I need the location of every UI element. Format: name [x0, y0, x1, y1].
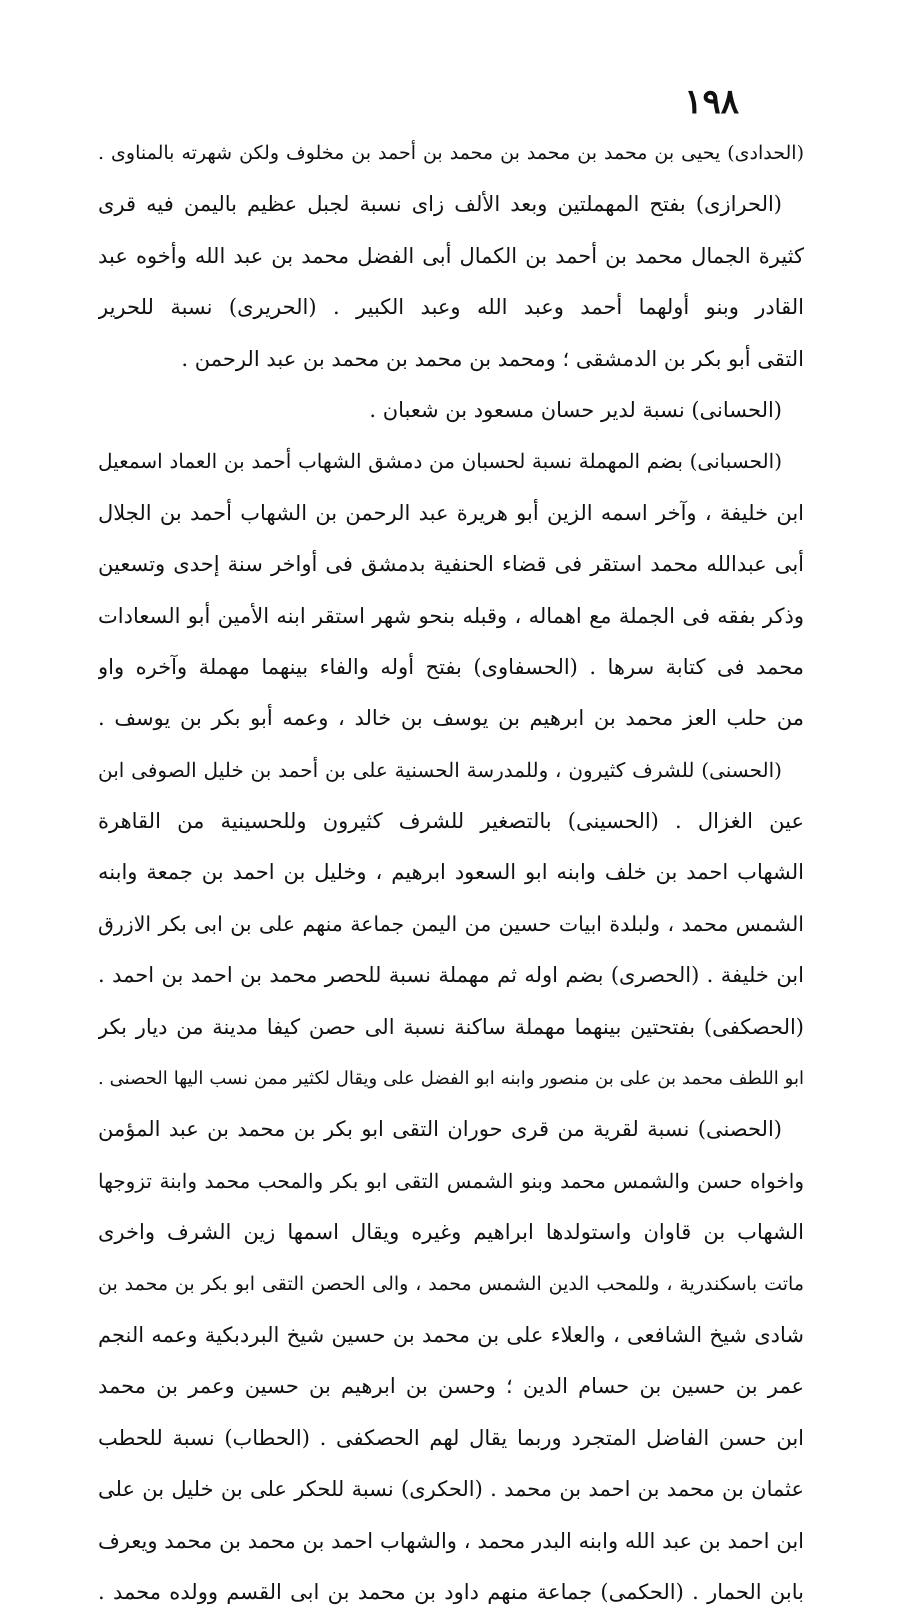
text-line: عمر بن حسين بن حسام الدين ؛ وحسن بن ابرهيم بن حسين وعمر بن محمد	[98, 1374, 804, 1399]
text-line: القادر وبنو أولهما أحمد وعبد الله وعبد الكبير . (الحريرى) نسبة للحرير	[98, 295, 804, 320]
text-line: كثيرة الجمال محمد بن أحمد بن الكمال أبى الفضل محمد بن عبد الله وأخوه عبد	[98, 243, 804, 268]
text-line: ابن خليفة . (الحصرى) بضم اوله ثم مهملة نسبة للحصر محمد بن احمد بن احمد .	[98, 963, 804, 988]
text-line: عثمان بن محمد بن احمد بن محمد . (الحكرى) نسبة للحكر على بن خليل بن على	[98, 1477, 804, 1502]
text-line: واخواه حسن والشمس محمد وبنو الشمس التقى ابو بكر والمحب محمد وابنة تزوجها	[98, 1168, 804, 1193]
text-line: الشهاب احمد بن خلف وابنه ابو السعود ابرهيم ، وخليل بن احمد بن جمعة وابنه	[98, 860, 804, 885]
text-line: (الحصكفى) بفتحتين بينهما مهملة ساكنة نسبة الى حصن كيفا مدينة من ديار بكر	[98, 1014, 804, 1039]
page-number: ١٩٨	[684, 82, 739, 122]
text-line: (الحدادى) يحيى بن محمد بن محمد بن محمد بن أحمد بن مخلوف ولكن شهرته بالمناوى .	[98, 142, 804, 164]
text-line: (الحسبانى) بضم المهملة نسبة لحسبان من دمشق الشهاب أحمد بن العماد اسمعيل	[98, 449, 782, 474]
text-line: ابن خليفة ، وآخر اسمه الزين أبو هريرة عبد الرحمن بن الشهاب أحمد بن الجلال	[98, 500, 804, 525]
text-line: (الحصنى) نسبة لقرية من قرى حوران التقى ابو بكر بن محمد بن عبد المؤمن	[98, 1117, 782, 1142]
text-line: محمد فى كتابة سرها . (الحسفاوى) بفتح أوله والفاء بينهما مهملة وآخره واو	[98, 654, 804, 679]
text-line: ابن حسن الفاضل المتجرد وربما يقال لهم الحصكفى . (الحطاب) نسبة للحطب	[98, 1425, 804, 1450]
text-line: ماتت باسكندرية ، وللمحب الدين الشمس محمد ، والى الحصن التقى ابو بكر بن محمد بن	[98, 1272, 804, 1295]
body-text	[98, 128, 804, 1618]
text-line: أبى عبدالله محمد استقر فى قضاء الحنفية بدمشق فى أواخر سنة إحدى وتسعين	[98, 552, 804, 577]
text-line: ابو اللطف محمد بن على بن منصور وابنه ابو الفضل على ويقال لكثير ممن نسب اليها الحصنى .	[98, 1068, 804, 1090]
text-line: (الحرازى) بفتح المهملتين وبعد الألف زاى نسبة لجبل عظيم باليمن فيه قرى	[98, 192, 782, 217]
text-line: ابن احمد بن عبد الله وابنه البدر محمد ، والشهاب احمد بن محمد بن محمد ويعرف	[98, 1528, 804, 1553]
text-line: التقى أبو بكر بن الدمشقى ؛ ومحمد بن محمد بن محمد بن عبد الرحمن .	[181, 346, 804, 371]
text-line: وذكر بفقه فى الجملة مع اهماله ، وقبله بنحو شهر استقر ابنه الأمين أبو السعادات	[98, 603, 804, 628]
text-line: الشهاب بن قاوان واستولدها ابراهيم وغيره ويقال اسمها زين الشرف واخرى	[98, 1220, 804, 1245]
text-line: عين الغزال . (الحسينى) بالتصغير للشرف كثيرون وللحسينية من القاهرة	[98, 809, 804, 834]
text-line: من حلب العز محمد بن ابرهيم بن يوسف بن خالد ، وعمه أبو بكر بن يوسف .	[98, 706, 804, 731]
text-line: (الحسانى) نسبة لدير حسان مسعود بن شعبان .	[369, 397, 782, 422]
text-line: شادى شيخ الشافعى ، والعلاء على بن محمد بن حسين شيخ البردبكية وعمه النجم	[98, 1322, 804, 1347]
text-line: بابن الحمار . (الحكمى) جماعة منهم داود بن محمد بن ابى القسم وولده محمد .	[98, 1579, 804, 1604]
text-line: الشمس محمد ، ولبلدة ابيات حسين من اليمن جماعة منهم على بن ابى بكر الازرق	[98, 911, 804, 936]
text-line: (الحسنى) للشرف كثيرون ، وللمدرسة الحسنية على بن أحمد بن خليل الصوفى ابن	[98, 757, 782, 782]
